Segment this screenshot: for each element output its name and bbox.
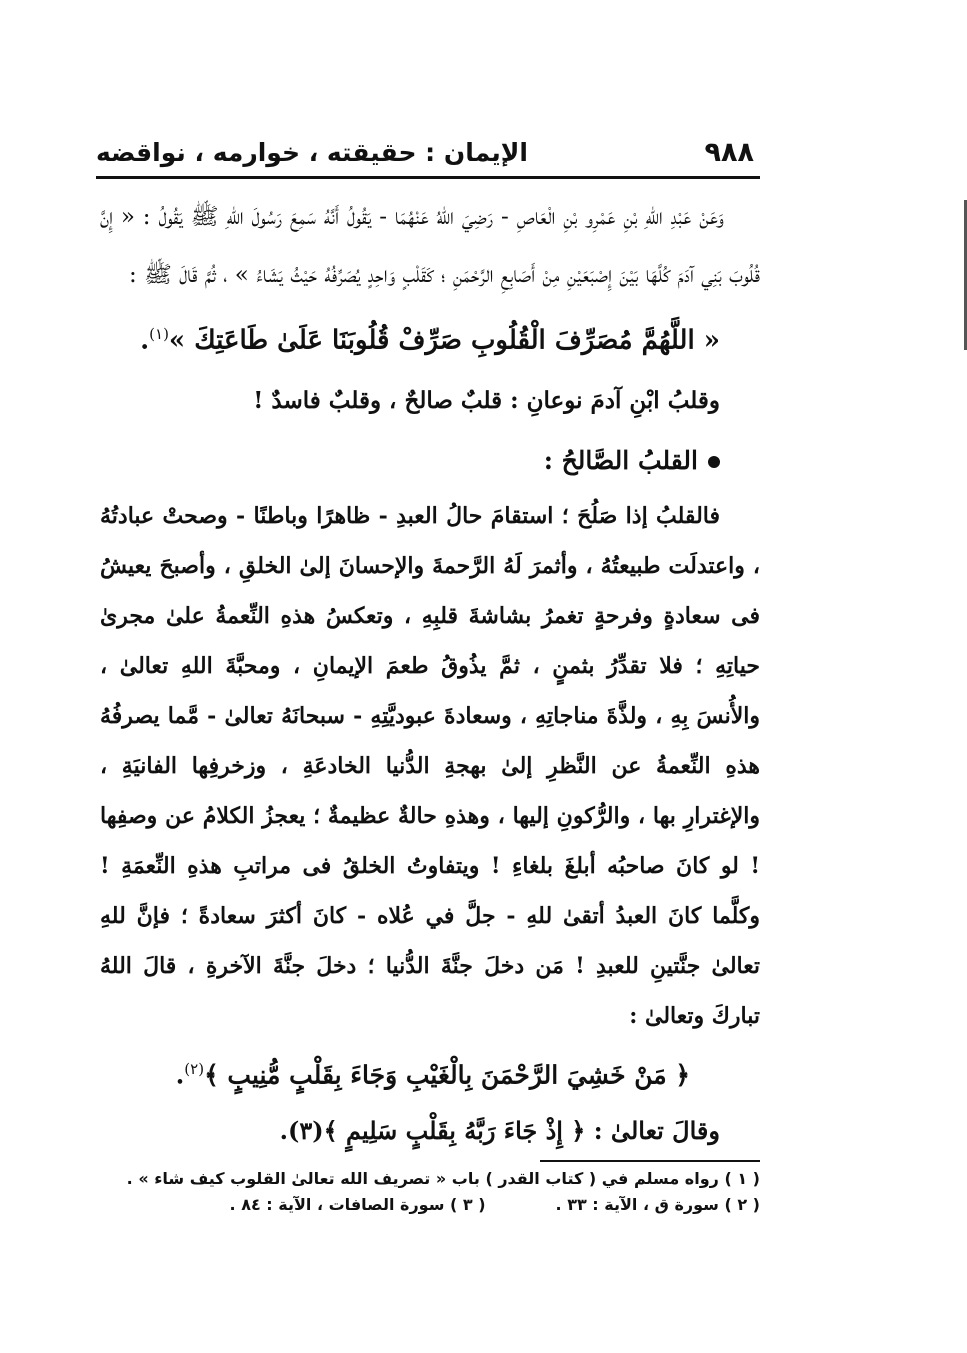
verse-2-text: ﴿ إِذْ جَاءَ رَبَّهُ بِقَلْبٍ سَلِيمٍ ﴾ (323, 1115, 586, 1145)
hadith-paragraph: وَعَنْ عَبْدِ اللهِ بْنِ عَمْرِو بْنِ الْعَاصِ - رَضِيَ اللهُ عَنْهُمَا - يَقُولُ أَنَّهُ سَمِعَ رَسُولَ اللهِ ﷺ يَقُولُ : « إِنَّ قُلُوبَ بَنِي آدَمَ كُلَّهَا بَيْنَ إِصْبَعَيْنِ مِنْ أَصَابِعِ الرَّحْمَنِ ؛ كَقَلْبٍ وَاحِدٍ يُصَرِّفُهُ حَيْثُ يَشَاءُ » ، ثُمَّ قَالَ ﷺ : (100, 204, 760, 288)
running-title: الإيمان : حقيقته ، خوارمه ، نواقضه (96, 137, 528, 167)
verse-2-end: . (279, 1115, 288, 1145)
footnotes (126, 1166, 760, 1218)
page-body (100, 188, 760, 1159)
footnote-1-text: ( ١ ) رواه مسلم في ( كتاب القدر ) باب « تصريف الله تعالىٰ القلوب كيف شاء » . (126, 1169, 760, 1188)
footnote-row-2-3 (190, 1192, 760, 1218)
footnote-2-text: ( ٢ ) سورة ق ، الآية : ٣٣ . (555, 1195, 760, 1214)
quran-verse-2-line (100, 1103, 720, 1159)
footnote-ref-1: (١) (149, 325, 169, 343)
intro-line: وقلبُ ابْنِ آدمَ نوعانِ : قلبٌ صالحٌ ، وقلبٌ فاسدٌ ! (253, 386, 720, 414)
footnote-ref-2: (٢) (184, 1059, 205, 1078)
verse-2-intro: وقالَ تعالىٰ : (593, 1115, 720, 1145)
dua-line (100, 304, 720, 371)
dua-end: . (140, 325, 150, 356)
quran-verse-1 (100, 1041, 690, 1103)
section-heading (100, 431, 720, 491)
main-paragraph: فالقلبُ إذا صَلُحَ ؛ استقامَ حالُ العبدِ - ظاهرًا وباطنًا - وصحتْ عبادتُهُ ، واعتدلَت طبيعتُهُ ، وأثمرَ لَهُ الرَّحمةَ والإحسانَ إلىٰ الخلقِ ، وأصبحَ يعيشُ فى سعادةٍ وفرحةٍ تغمرُ بشاشةَ قلبِهِ ، وتعكسُ هذهِ النِّعمةُ علىٰ مجرىٰ حياتِهِ ؛ فلا تقدِّرُ بثمنٍ ، ثمَّ يذُوقُ طعمَ الإيمانِ ، ومحبَّةَ اللهِ تعالىٰ ، والأُنسَ بِهِ ، ولذَّةَ مناجاتِهِ ، وسعادةَ عبوديَّتِهِ - سبحانَهُ تعالىٰ - مَّما يصرفُهُ هذهِ النِّعمةُ عن النَّظرِ إلىٰ بهجةِ الدُّنيا الخادعَةِ ، وزخرفِها الفانيَةِ ، والإغترارِ بها ، والرُّكونِ إليها ، وهذهِ حالةٌ عظيمةٌ ؛ يعجزُ الكلامُ عن وصفِها ! لو كانَ صاحبُه أبلغَ بلغاءِ ! ويتفاوتُ الخلقُ فى مراتبِ هذهِ النِّعمَةِ ! وكلَّما كانَ العبدُ أتقىٰ للهِ - جلَّ في عُلاه - كانَ أكثرَ سعادةً ؛ فإنَّ للهِ تعالىٰ جنَّتينِ للعبدِ ! مَن دخلَ جنَّةَ الدُّنيا ؛ دخلَ جنَّةَ الآخرةِ ، قالَ اللهُ تباركَ وتعالىٰ : (100, 502, 760, 1029)
footnote-ref-3: (٣) (287, 1115, 324, 1145)
page-number: ٩٨٨ (704, 136, 754, 168)
verse-1-end: . (175, 1059, 185, 1089)
bullet-icon (708, 456, 720, 468)
footnote-3-text: ( ٣ ) سورة الصافات ، الآية : ٨٤ . (229, 1195, 486, 1214)
footnote-gap (486, 1192, 556, 1218)
footnote-rule (540, 1160, 760, 1162)
section-heading-text: القلبُ الصَّالحُ : (543, 445, 698, 475)
footnote-1 (126, 1166, 760, 1192)
page-header (96, 128, 760, 176)
verse-1-text: ﴿ مَنْ خَشِيَ الرَّحْمَنَ بِالْغَيْبِ وَجَاءَ بِقَلْبٍ مُّنِيبٍ ﴾ (204, 1059, 690, 1089)
dua-text: « اللَّهُمَّ مُصَرِّفَ الْقُلُوبِ صَرِّفْ قُلُوبَنَا عَلَىٰ طَاعَتِكَ » (168, 325, 720, 356)
header-rule (96, 176, 760, 179)
